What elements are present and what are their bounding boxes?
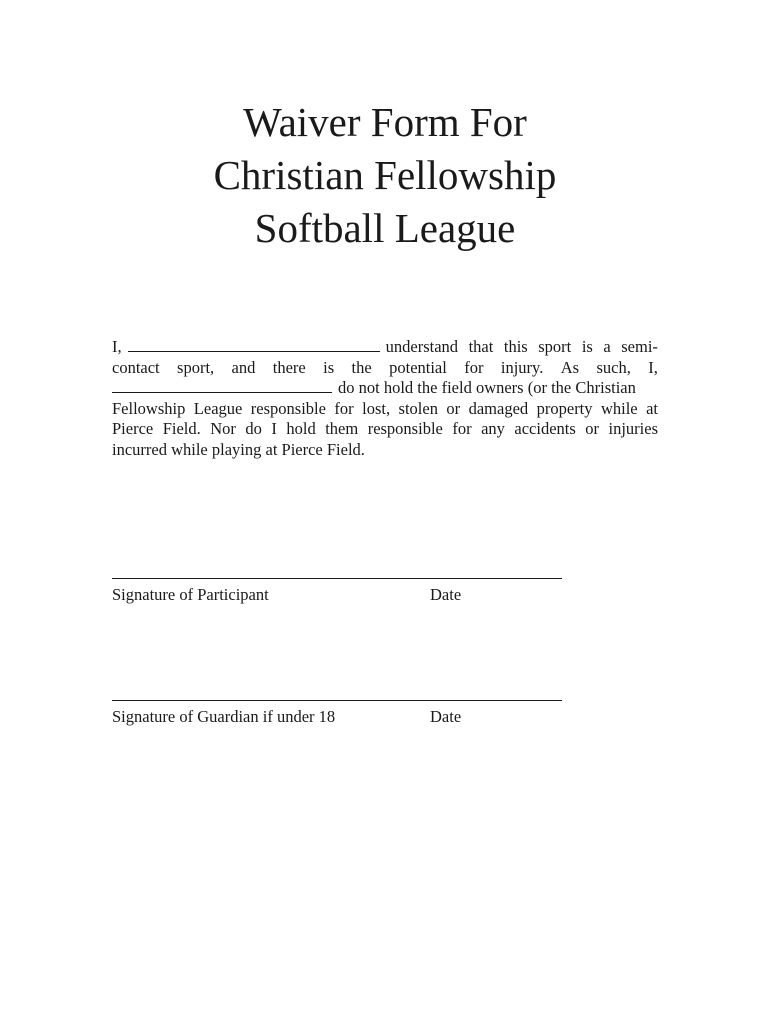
participant-signature-label: Signature of Participant xyxy=(112,585,269,604)
word: understand xyxy=(385,337,459,356)
word: contact xyxy=(112,357,160,377)
title-line-2: Christian Fellowship xyxy=(213,152,557,198)
paragraph-line-5 xyxy=(112,419,658,440)
paragraph-line-5-text: Pierce Field. Nor do I hold them responsible for any accidents or injuries xyxy=(112,419,658,438)
paragraph-line-3 xyxy=(112,378,658,399)
paragraph-line-1 xyxy=(112,337,658,358)
word: there xyxy=(272,357,306,377)
paragraph-line-4-text: Fellowship League responsible for lost, stolen or damaged property while at xyxy=(112,398,658,418)
paragraph-line-2 xyxy=(112,358,658,379)
word: for xyxy=(464,357,484,377)
word: this xyxy=(503,337,528,356)
word: such, xyxy=(596,357,631,377)
waiver-paragraph xyxy=(112,337,658,460)
word: the xyxy=(351,357,372,377)
word: a xyxy=(603,337,611,356)
word: As xyxy=(560,357,580,377)
word: I, xyxy=(648,357,658,377)
word: sport xyxy=(538,337,572,356)
participant-name-blank-2[interactable] xyxy=(112,378,332,393)
guardian-signature-line[interactable] xyxy=(112,700,562,701)
guardian-date-label: Date xyxy=(430,707,462,726)
document-title xyxy=(0,96,770,255)
word: is xyxy=(323,357,335,377)
word: that xyxy=(468,337,494,356)
paragraph-line-4 xyxy=(112,399,658,420)
word: injury. xyxy=(500,357,544,377)
pronoun-text: I, xyxy=(112,337,122,356)
participant-name-blank[interactable] xyxy=(128,337,380,352)
guardian-signature-label: Signature of Guardian if under 18 xyxy=(112,707,336,726)
paragraph-line-6-text: incurred while playing at Pierce Field. xyxy=(112,439,365,459)
word: potential xyxy=(389,357,447,377)
word: semi- xyxy=(621,337,658,356)
paragraph-line-3-text: do not hold the field owners (or the Christian xyxy=(338,378,636,397)
title-line-3: Softball League xyxy=(254,205,516,251)
word: is xyxy=(581,337,593,356)
word: and xyxy=(231,357,256,377)
participant-signature-line[interactable] xyxy=(112,578,562,579)
word: sport, xyxy=(177,357,215,377)
title-line-1: Waiver Form For xyxy=(243,99,527,145)
paragraph-line-1-text xyxy=(386,337,658,358)
guardian-signature-block xyxy=(112,700,572,729)
participant-date-label: Date xyxy=(430,585,462,604)
paragraph-line-6 xyxy=(112,440,658,461)
participant-signature-block xyxy=(112,578,572,607)
